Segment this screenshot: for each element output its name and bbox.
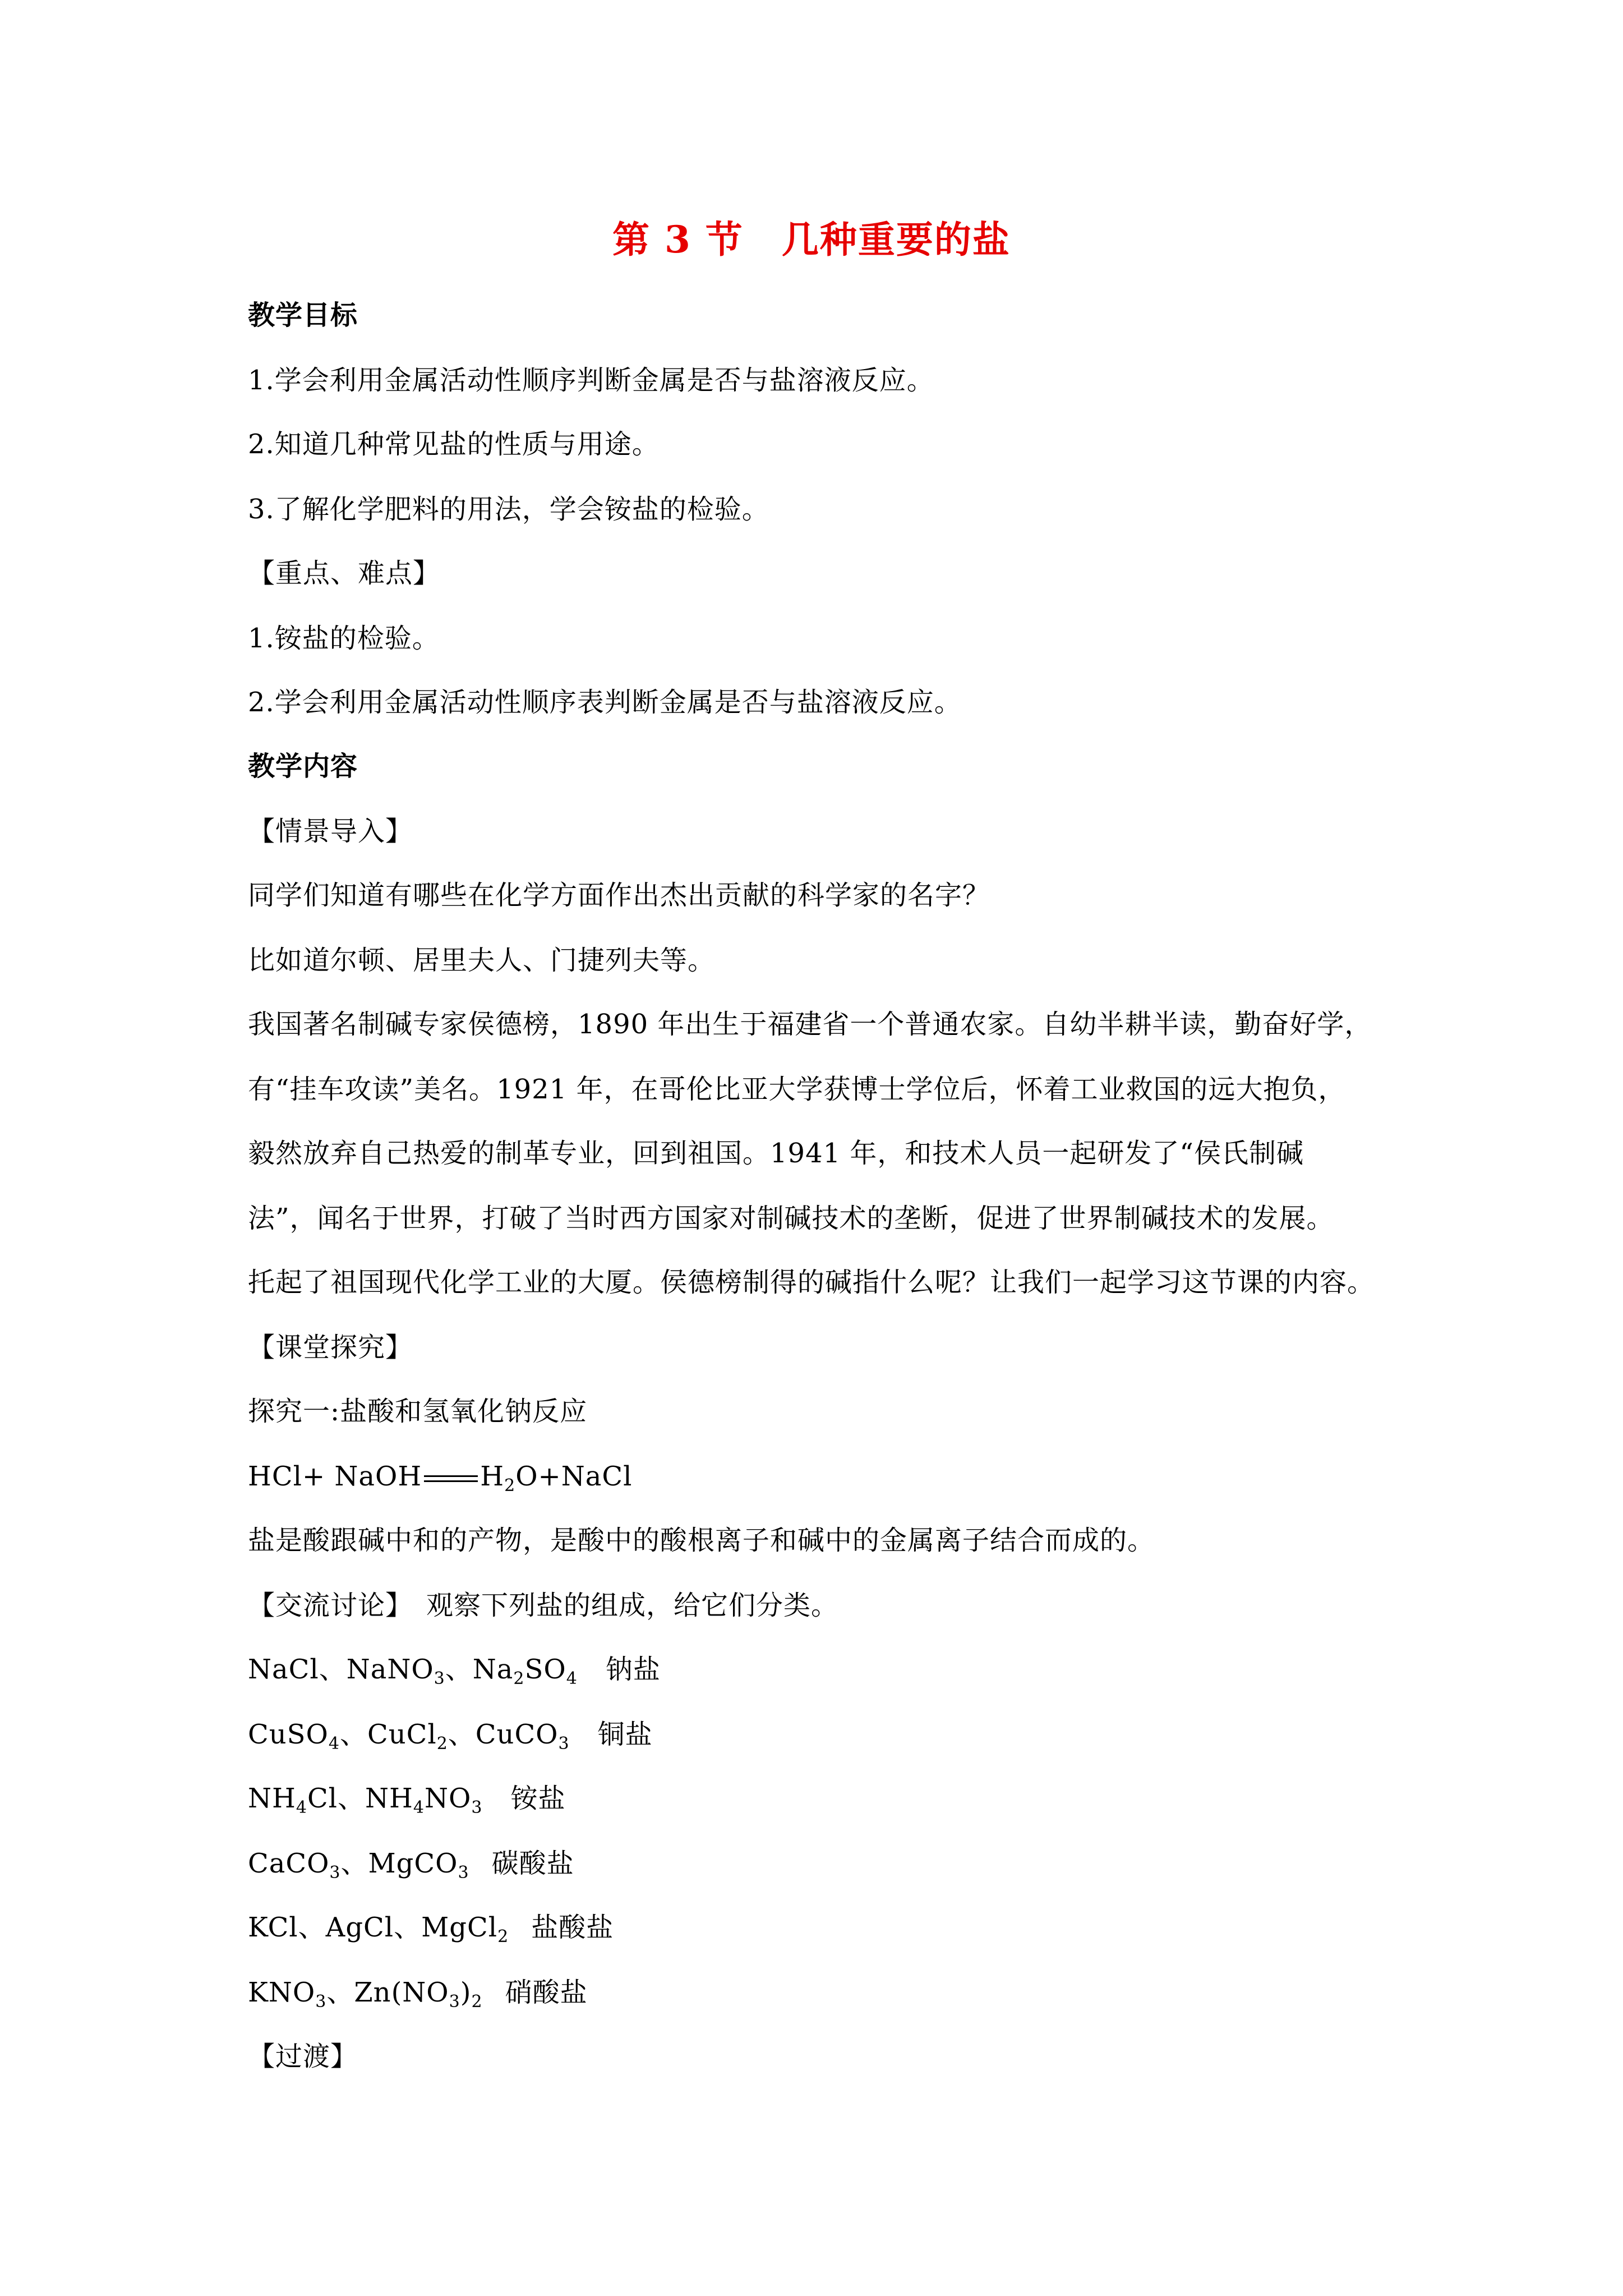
salt-formula: $KNO_3$、$Zn(NO_3)_2$	[248, 1977, 483, 2012]
objective-item: 2.知道几种常见盐的性质与用途。	[248, 429, 660, 460]
intro-line: 我国著名制碱专家侯德榜，1890 年出生于福建省一个普通农家。自幼半耕半读，勤奋好学，	[248, 1009, 1372, 1040]
classification-row	[248, 1651, 661, 1687]
salt-formula: NaCl、NaNO$_3$、$Na_2SO_4$	[248, 1654, 578, 1688]
discussion-heading: 【交流讨论】	[248, 1590, 413, 1621]
key-point-item: 2.学会利用金属活动性顺序表判断金属是否与盐溶液反应。	[248, 687, 962, 718]
objective-item: 3.了解化学肥料的用法，学会铵盐的检验。	[248, 494, 769, 525]
explore-item: 探究一:盐酸和氢氧化钠反应	[248, 1396, 588, 1427]
salt-category: 盐酸盐	[531, 1912, 614, 1943]
page-title: 第 3 节 几种重要的盐	[612, 218, 1011, 261]
salt-formula: CaCO$_3$、MgCO$_3$	[248, 1848, 469, 1883]
classification-row	[248, 1975, 588, 2010]
intro-line: 有“挂车攻读”美名。1921 年，在哥伦比亚大学获博士学位后，怀着工业救国的远大抱负，	[248, 1074, 1346, 1105]
intro-line: 同学们知道有哪些在化学方面作出杰出贡献的科学家的名字？	[248, 880, 990, 911]
equals-sign-icon	[424, 1475, 478, 1482]
equation-rhs-subscript: 2	[504, 1476, 516, 1496]
intro-heading: 【情景导入】	[248, 816, 413, 847]
objectives-heading: 教学目标	[248, 300, 358, 331]
salt-formula: CuSO$_4$、CuCl$_2$、CuCO$_3$	[248, 1719, 570, 1754]
classification-row	[248, 1780, 565, 1816]
transition-heading: 【过渡】	[248, 2041, 358, 2072]
salt-category: 碳酸盐	[491, 1848, 574, 1879]
salt-category: 硝酸盐	[505, 1977, 588, 2008]
salt-definition: 盐是酸跟碱中和的产物，是酸中的酸根离子和碱中的金属离子结合而成的。	[248, 1525, 1155, 1556]
salt-formula: KCl、AgCl、MgCl$_2$	[248, 1912, 509, 1947]
content-heading: 教学内容	[248, 751, 358, 782]
salt-category: 铜盐	[597, 1719, 653, 1750]
salt-category: 钠盐	[605, 1654, 661, 1685]
equation-rhs-rest: O+NaCl	[515, 1461, 633, 1492]
chemical-equation	[248, 1458, 632, 1494]
salt-formula: $NH_4Cl$、$NH_4NO_3$	[248, 1783, 483, 1818]
equation-rhs-h: H	[480, 1461, 505, 1492]
intro-line: 毅然放弃自己热爱的制革专业，回到祖国。1941 年，和技术人员一起研发了“侯氏制碱	[248, 1138, 1304, 1169]
intro-line: 法”，闻名于世界，打破了当时西方国家对制碱技术的垄断，促进了世界制碱技术的发展。	[248, 1203, 1334, 1234]
discussion-text: 观察下列盐的组成，给它们分类。	[426, 1590, 839, 1621]
explore-heading: 【课堂探究】	[248, 1332, 413, 1363]
classification-row	[248, 1846, 574, 1881]
equation-lhs: HCl+ NaOH	[248, 1461, 422, 1492]
intro-line: 托起了祖国现代化学工业的大厦。侯德榜制得的碱指什么呢？让我们一起学习这节课的内容。	[248, 1267, 1375, 1298]
salt-category: 铵盐	[510, 1783, 566, 1814]
intro-line: 比如道尔顿、居里夫人、门捷列夫等。	[248, 945, 716, 976]
objective-item: 1.学会利用金属活动性顺序判断金属是否与盐溶液反应。	[248, 365, 934, 396]
discussion-line	[248, 1588, 838, 1623]
classification-row	[248, 1717, 653, 1752]
classification-row	[248, 1910, 614, 1945]
key-points-heading: 【重点、难点】	[248, 558, 441, 589]
key-point-item: 1.铵盐的检验。	[248, 623, 440, 654]
